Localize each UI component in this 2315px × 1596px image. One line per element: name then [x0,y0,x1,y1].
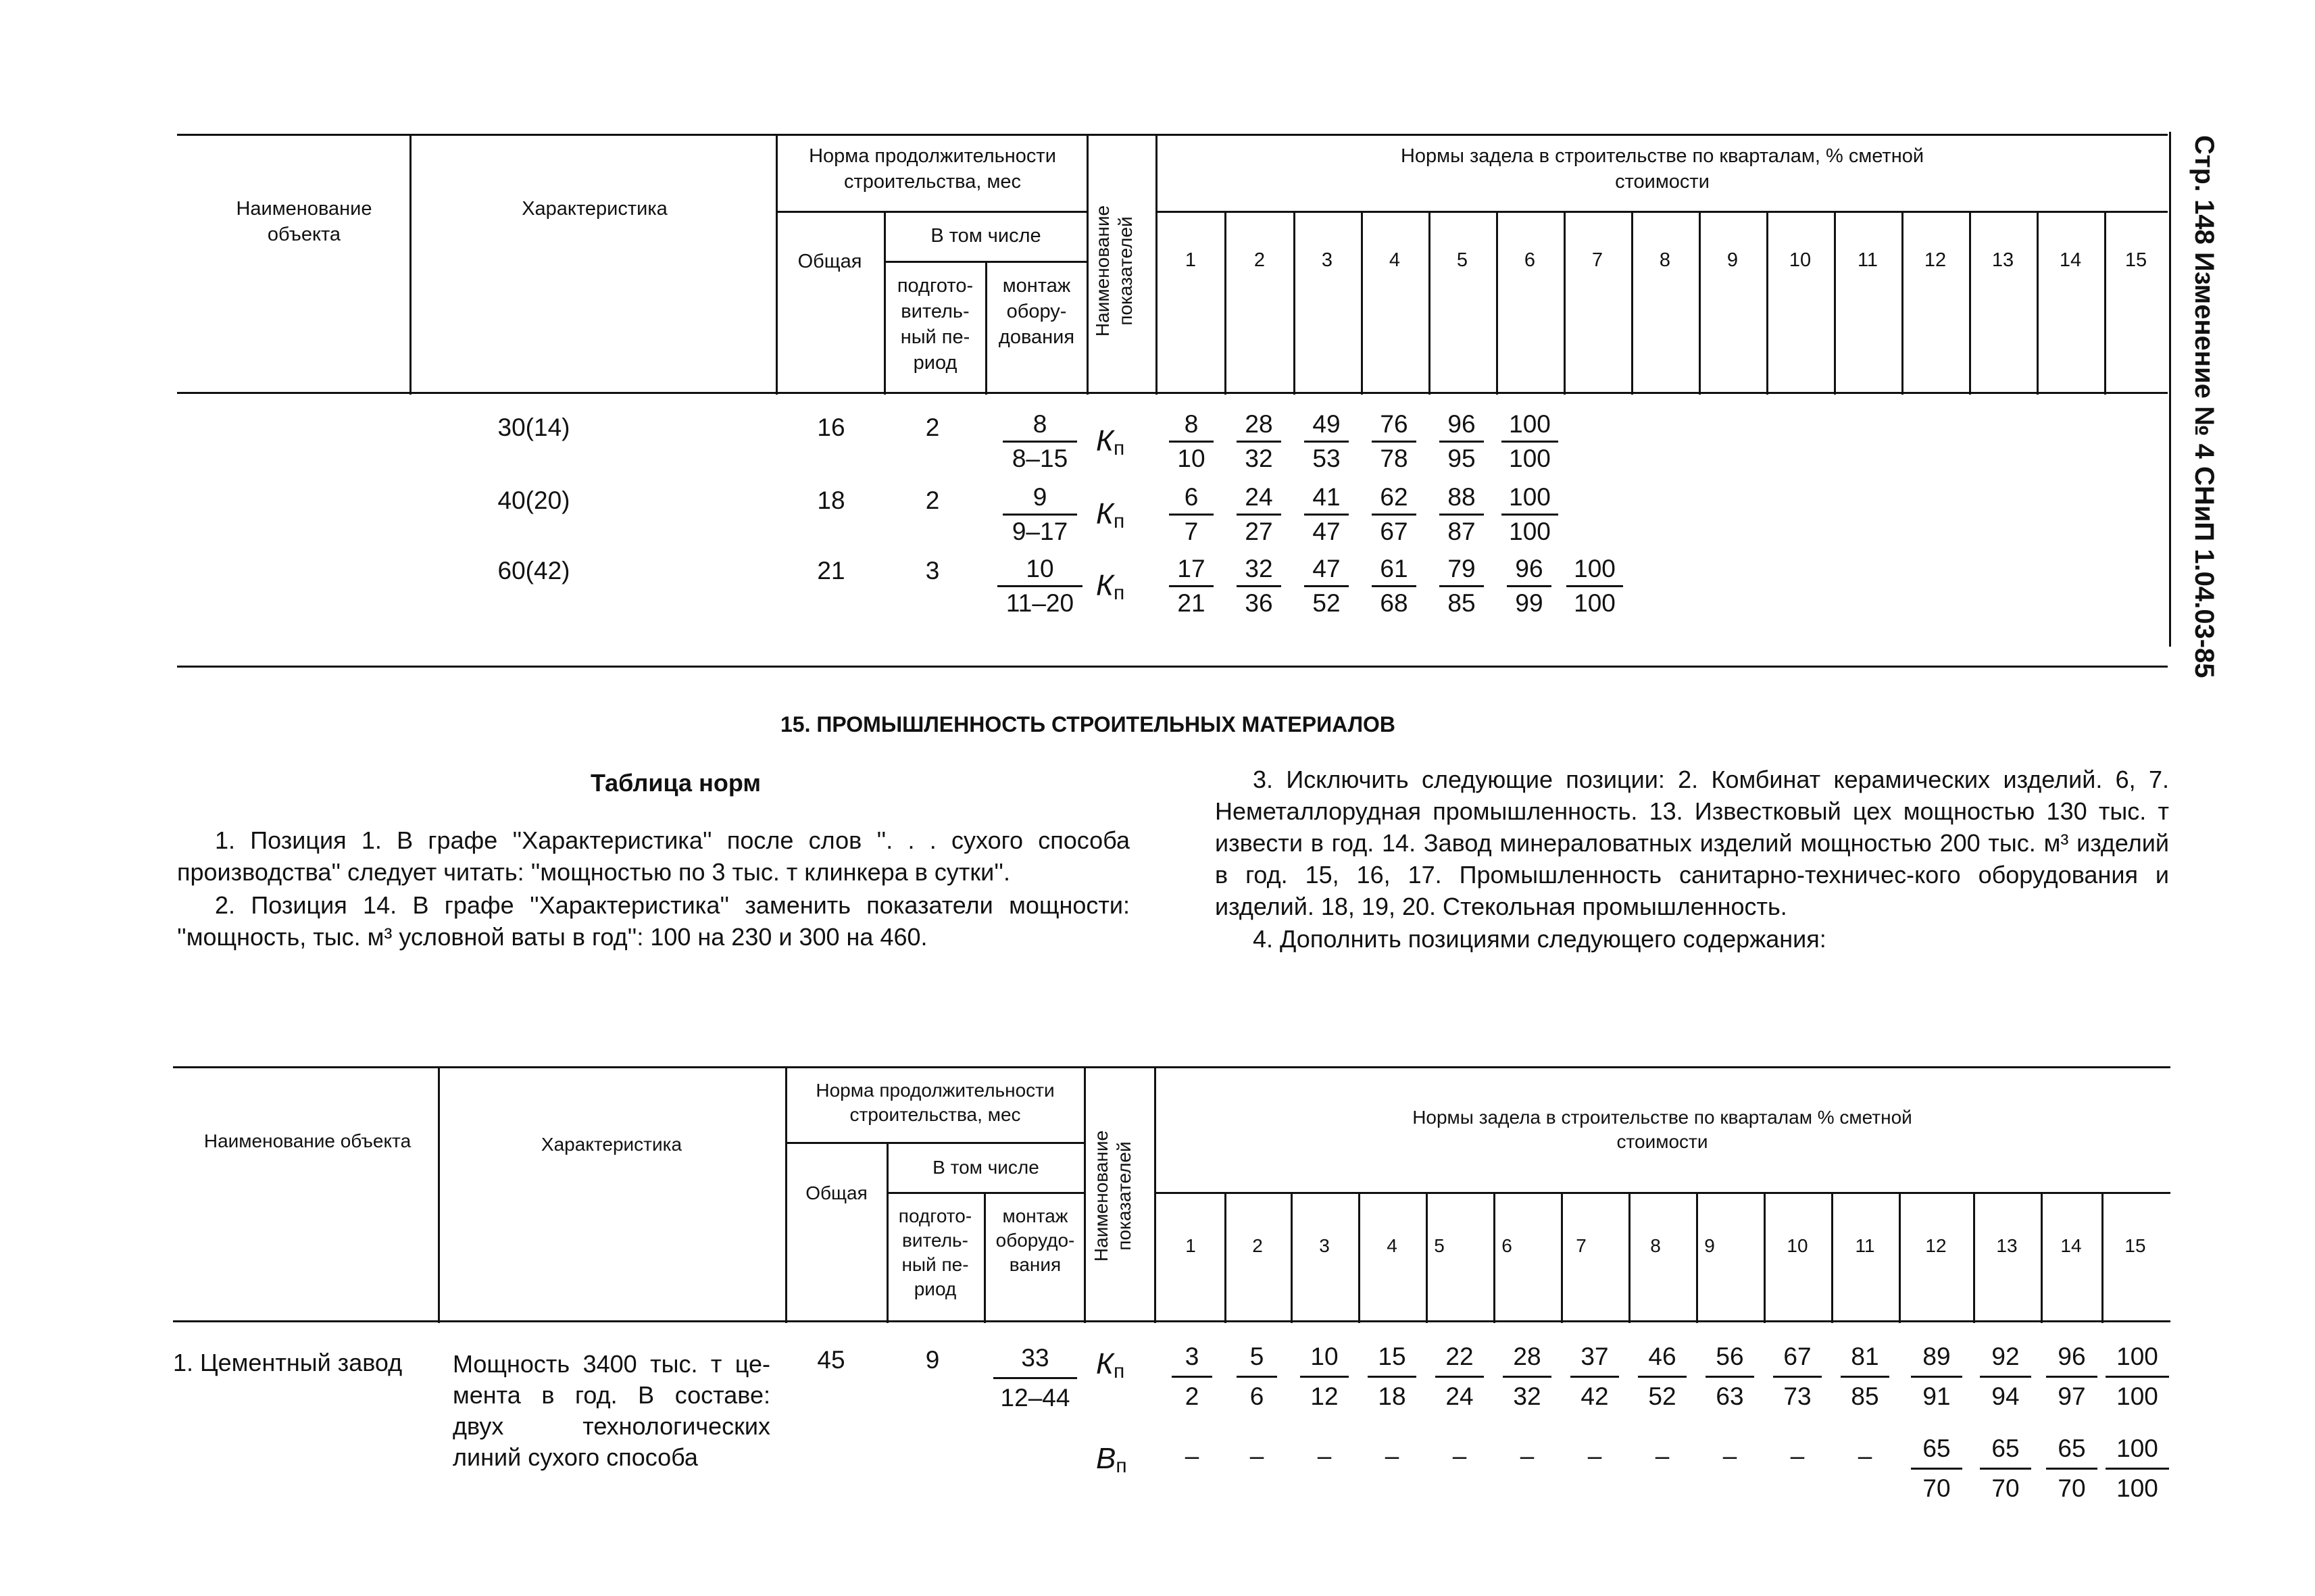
t2-vp-q7: – [1587,1442,1602,1470]
t2-kp-q5: $\frac{22}{24}$ [1435,1338,1484,1416]
t1-r3-char: 60(42) [497,557,570,584]
t1-r3-q6: $\frac{96}{99}$ [1507,553,1551,620]
t1-r1-q4: $\frac{76}{78}$ [1372,408,1416,475]
left-paragraph-2: 2. Позиция 14. В графе ''Характеристика'' заменить показатели мощности: ''мощность, тыс. м³ условной ваты в год'': 100 на 230 и 300 на 460. [177,891,1130,951]
t2-header-including: В том числе [932,1157,1039,1178]
t1-header-indicators: Наименование показателей [1092,205,1136,337]
t1-r3-total: 21 [817,557,845,584]
t1-r1-indicator: $К_п$ [1096,424,1125,459]
t2-vp-q12: $\frac{65}{70}$ [1911,1430,1962,1507]
t2-vp-q11: – [1858,1442,1872,1470]
t1-header-object: Наименование объекта [236,198,372,245]
t2-vp-q8: – [1655,1442,1670,1470]
t2-header-norms: Нормы задела в строительстве по кварталам % сметной стоимости [1412,1107,1912,1152]
t2-kp-q12: $\frac{89}{91}$ [1911,1338,1962,1416]
t2-vp-q1: – [1185,1442,1199,1470]
left-paragraph-1: 1. Позиция 1. В графе ''Характеристика'' после слов ''. . . сухого способа производства'' следует читать: ''мощностью по 3 тыс. т клинкера в сутки''. [177,826,1130,886]
t1-r2-q6: $\frac{100}{100}$ [1501,481,1558,548]
t2-header-object: Наименование объекта [203,1130,412,1151]
t2-q7: 7 [1576,1235,1587,1256]
t2-kp-q13: $\frac{92}{94}$ [1980,1338,2031,1416]
t2-vp-q10: – [1790,1442,1805,1470]
t1-q3: 3 [1321,249,1333,271]
t2-kp-q6: $\frac{28}{32}$ [1503,1338,1551,1416]
t1-q13: 13 [1991,249,2014,271]
t1-r2-prep: 2 [925,487,940,514]
t2-q9: 9 [1704,1235,1715,1256]
t1-q5: 5 [1456,249,1468,271]
t2-header-total: Общая [805,1182,868,1203]
t1-r3-q1: $\frac{17}{21}$ [1169,553,1214,620]
t1-r1-q3: $\frac{49}{53}$ [1304,408,1349,475]
t1-r3-prep: 3 [925,557,940,584]
t1-r2-q4: $\frac{62}{67}$ [1372,481,1416,548]
t2-kp-q7: $\frac{37}{42}$ [1570,1338,1619,1416]
t2-kp-q3: $\frac{10}{12}$ [1300,1338,1349,1416]
t1-q15: 15 [2124,249,2147,271]
t1-r3-q7: $\frac{100}{100}$ [1566,553,1623,620]
t1-r3-q4: $\frac{61}{68}$ [1372,553,1416,620]
t1-q7: 7 [1591,249,1603,271]
t1-r3-q3: $\frac{47}{52}$ [1304,553,1349,620]
t1-q8: 8 [1659,249,1671,271]
t2-vp-label: $В_п$ [1096,1442,1127,1477]
t2-kp-q1: $\frac{3}{2}$ [1172,1338,1212,1416]
t2-q3: 3 [1319,1235,1330,1256]
t1-header-total: Общая [797,251,862,272]
t1-header-mount: монтаж обору-дования [998,275,1075,348]
t1-q9: 9 [1726,249,1739,271]
t2-vp-q15: $\frac{100}{100}$ [2106,1430,2169,1507]
t1-r1-q6: $\frac{100}{100}$ [1501,408,1558,475]
t1-r3-indicator: $К_п$ [1096,569,1125,604]
side-caption-text: Стр. 148 Изменение № 4 СНиП 1.04.03-85 [2189,135,2219,678]
t2-q5: 5 [1434,1235,1445,1256]
t1-header-prep: подгото-витель-ный пе-риод [897,275,974,374]
t2-kp-q11: $\frac{81}{85}$ [1841,1338,1889,1416]
t1-r2-q2: $\frac{24}{27}$ [1237,481,1281,548]
t2-kp-label: $К_п$ [1096,1347,1125,1382]
t2-q12: 12 [1925,1235,1947,1256]
t1-r1-q2: $\frac{28}{32}$ [1237,408,1281,475]
t1-q14: 14 [2059,249,2082,271]
t1-r2-q5: $\frac{88}{87}$ [1439,481,1484,548]
t2-vp-q3: – [1317,1442,1332,1470]
t2-q8: 8 [1650,1235,1661,1256]
t1-r1-q5: $\frac{96}{95}$ [1439,408,1484,475]
t2-header-characteristic: Характеристика [541,1134,682,1155]
t2-header-mount: монтаж оборудо-вания [995,1205,1075,1275]
t2-q10: 10 [1787,1235,1808,1256]
t1-r2-q1: $\frac{6}{7}$ [1169,481,1214,548]
t2-vp-q6: – [1520,1442,1535,1470]
t2-header-duration: Норма продолжительности строительства, мес [816,1080,1055,1125]
t1-header-including: В том числе [930,225,1041,247]
t1-r2-char: 40(20) [497,487,570,514]
t1-q1: 1 [1185,249,1197,271]
t2-kp-q4: $\frac{15}{18}$ [1368,1338,1416,1416]
side-caption [2177,135,2231,678]
t1-r1-prep: 2 [925,414,940,441]
t1-r1-q1: $\frac{8}{10}$ [1169,408,1214,475]
t2-q4: 4 [1387,1235,1397,1256]
t1-r1-mount: $\frac{8}{8-15}$ [1003,408,1077,475]
t1-r1-char: 30(14) [497,414,570,441]
t2-header-prep: подгото-витель-ный пе-риод [898,1205,972,1299]
t2-kp-q9: $\frac{56}{63}$ [1706,1338,1754,1416]
t2-vp-q5: – [1452,1442,1467,1470]
t2-q6: 6 [1501,1235,1512,1256]
t2-vp-q13: $\frac{65}{70}$ [1980,1430,2031,1507]
t1-header-norms: Нормы задела в строительстве по кварталам, % сметной стоимости [1400,145,1924,193]
t1-q6: 6 [1524,249,1536,271]
t2-q13: 13 [1996,1235,2018,1256]
t2-kp-q2: $\frac{5}{6}$ [1237,1338,1277,1416]
t2-kp-q10: $\frac{67}{73}$ [1773,1338,1822,1416]
t1-r3-q2: $\frac{32}{36}$ [1237,553,1281,620]
t2-vp-q9: – [1722,1442,1737,1470]
t2-q11: 11 [1855,1235,1875,1256]
t2-prep: 9 [925,1346,940,1374]
t1-r2-mount: $\frac{9}{9-17}$ [1003,481,1077,548]
right-paragraph-2: 4. Дополнить позициями следующего содержания: [1253,925,1826,953]
t2-q15: 15 [2124,1235,2146,1256]
t2-q14: 14 [2060,1235,2082,1256]
t2-header-indicators: Наименование показателей [1091,1130,1135,1262]
t1-header-characteristic: Характеристика [522,198,668,220]
t1-r3-mount: $\frac{10}{11-20}$ [997,553,1082,620]
t2-mount: $\frac{33}{12-44}$ [993,1339,1077,1417]
t1-q12: 12 [1924,249,1947,271]
t1-q10: 10 [1789,249,1812,271]
t2-object: 1. Цементный завод [173,1349,403,1376]
t2-kp-q14: $\frac{96}{97}$ [2046,1338,2097,1416]
t2-q1: 1 [1185,1235,1196,1256]
t2-kp-q8: $\frac{46}{52}$ [1638,1338,1687,1416]
t2-vp-q2: – [1249,1442,1264,1470]
table-subtitle: Таблица норм [591,769,761,797]
t1-q11: 11 [1857,249,1878,271]
t1-header-duration: Норма продолжительности строительства, мес [809,145,1056,193]
t1-r2-q3: $\frac{41}{47}$ [1304,481,1349,548]
t2-kp-q15: $\frac{100}{100}$ [2106,1338,2169,1416]
t2-characteristic: Мощность 3400 тыс. т це-мента в год. В составе: двух технологических линий сухого способа [453,1350,770,1471]
t2-q2: 2 [1252,1235,1263,1256]
t1-r3-q5: $\frac{79}{85}$ [1439,553,1484,620]
right-paragraph-1: 3. Исключить следующие позиции: 2. Комбинат керамических изделий. 6, 7. Неметаллорудная промышленность. 13. Известковый цех мощностью 130 тыс. т извести в год. 14. Завод минераловатных изделий мощностью 200 тыс. м³ изделий в год. 15, 16, 17. Промышленность санитарно-техничес-кого оборудования и изделий. 18, 19, 20. Стекольная промышленность. [1215,766,2169,920]
t1-r2-indicator: $К_п$ [1096,497,1125,532]
t2-vp-q4: – [1385,1442,1399,1470]
t2-vp-q14: $\frac{65}{70}$ [2046,1430,2097,1507]
t1-r1-total: 16 [817,414,845,441]
t1-q2: 2 [1253,249,1266,271]
side-caption-rule [2169,132,2171,647]
t1-r2-total: 18 [817,487,845,514]
section-title: 15. ПРОМЫШЛЕННОСТЬ СТРОИТЕЛЬНЫХ МАТЕРИАЛОВ [780,712,1396,737]
t1-q4: 4 [1389,249,1401,271]
t2-total: 45 [817,1346,845,1374]
